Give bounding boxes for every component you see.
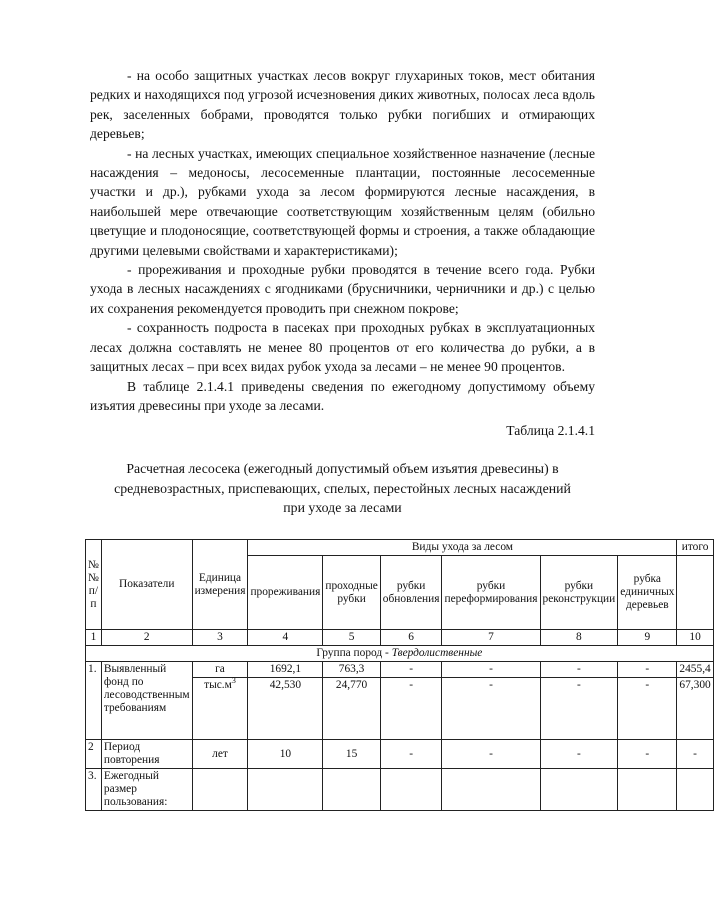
col-number: 7 xyxy=(442,630,540,646)
forest-care-table xyxy=(85,539,714,811)
col-number: 9 xyxy=(618,630,677,646)
row2-unit: лет xyxy=(192,740,248,769)
row2-cell: - xyxy=(380,740,442,769)
header-row-1 xyxy=(86,540,714,556)
header-indicator: Показатели xyxy=(101,540,192,630)
table-caption: Расчетная лесосека (ежегодный допустимый объем изъятия древесины) в средневозрастных, приспевающих, спелых, перестойных лесных насаждений при уходе за лесами xyxy=(114,461,571,516)
group-row xyxy=(86,646,714,662)
row1-unit-b xyxy=(192,678,248,740)
paragraph-1: - на особо защитных участках лесов вокруг глухариных токов, мест обитания редких и находящихся под угрозой исчезновения диких животных, полосах леса вдоль рек, заселенных бобрами, проводятся только рубки погибших и отмирающих деревьев; xyxy=(90,68,595,142)
header-num: № № п/п xyxy=(86,540,102,630)
row1-cell: 24,770 xyxy=(323,678,380,740)
col-number: 10 xyxy=(677,630,713,646)
row2-name: Период повторения xyxy=(101,740,192,769)
header-col-renewal-cuttings: рубки обновления xyxy=(380,556,442,630)
header-total-empty xyxy=(677,556,713,630)
col-number: 5 xyxy=(323,630,380,646)
row2-cell: - xyxy=(677,740,713,769)
species-group xyxy=(86,646,714,662)
table-row xyxy=(86,740,714,769)
row1-total: 2455,4 xyxy=(677,662,713,678)
row1-cell: - xyxy=(540,678,618,740)
col-number: 8 xyxy=(540,630,618,646)
row1-cell: 1692,1 xyxy=(248,662,323,678)
row1-unit-b-sup: 3 xyxy=(231,676,236,686)
col-number: 4 xyxy=(248,630,323,646)
row1-cell: - xyxy=(618,678,677,740)
table-row xyxy=(86,662,714,678)
row3-cell xyxy=(618,769,677,811)
table-row xyxy=(86,769,714,811)
col-number: 3 xyxy=(192,630,248,646)
row1-cell: - xyxy=(540,662,618,678)
header-col-passage-cuttings: проходные рубки xyxy=(323,556,380,630)
paragraph-4: - сохранность подроста в пасеках при проходных рубках в эксплуатационных лесах должна составлять не менее 80 процентов от его количества до рубки, а в защитных лесах – при всех видах рубок ухода за лесами – не менее 90 процентов. xyxy=(90,320,595,375)
header-col-single-tree-cutting: рубка единичных деревьев xyxy=(618,556,677,630)
row1-cell: - xyxy=(380,662,442,678)
row2-cell: - xyxy=(618,740,677,769)
row1-unit-a: га xyxy=(192,662,248,678)
row2-cell: - xyxy=(540,740,618,769)
row2-cell: 15 xyxy=(323,740,380,769)
row1-cell: - xyxy=(380,678,442,740)
species-group-prefix: Группа пород - xyxy=(316,647,392,659)
row3-cell xyxy=(323,769,380,811)
header-care-types: Виды ухода за лесом xyxy=(248,540,677,556)
row3-cell xyxy=(192,769,248,811)
table-reference: Таблица 2.1.4.1 xyxy=(506,423,595,439)
paragraph-2: - на лесных участках, имеющих специальное хозяйственное назначение (лесные насаждения – медоносы, лесосеменные плантации, постоянные лесосеменные участки и др.), рубками ухода за лесом формируются лесные насаждения, в наибольшей мере отвечающие соответствующим хозяйственным целям (обильно цветущие и плодоносящие, соответствующей формы и строения, а также обладающие другими целевыми свойствами и характеристиками); xyxy=(90,145,595,258)
row2-num: 2 xyxy=(86,740,102,769)
row1-cell: 42,530 xyxy=(248,678,323,740)
header-unit: Единица измерения xyxy=(192,540,248,630)
row3-cell xyxy=(540,769,618,811)
row2-cell: - xyxy=(442,740,540,769)
header-col-reformation-cuttings: рубки переформирования xyxy=(442,556,540,630)
row3-name: Ежегодный размер пользования: xyxy=(101,769,192,811)
document-page xyxy=(90,66,595,518)
row2-cell: 10 xyxy=(248,740,323,769)
row3-cell xyxy=(248,769,323,811)
row1-cell: - xyxy=(618,662,677,678)
col-number: 2 xyxy=(101,630,192,646)
row1-name: Выявленный фонд по лесоводственным требованиям xyxy=(101,662,192,740)
paragraph-5: В таблице 2.1.4.1 приведены сведения по ежегодному допустимому объему изъятия древесины при уходе за лесами. xyxy=(90,378,595,413)
paragraph-3: - прореживания и проходные рубки проводятся в течение всего года. Рубки ухода в лесных насаждениях с ягодниками (брусничники, черничники и др.) с целью их сохранения рекомендуется проводить при снежном покрове; xyxy=(90,262,595,316)
col-number: 6 xyxy=(380,630,442,646)
header-col-reconstruction-cuttings: рубки реконструкции xyxy=(540,556,618,630)
col-number: 1 xyxy=(86,630,102,646)
header-col-thinning: прореживания xyxy=(248,556,323,630)
row3-num: 3. xyxy=(86,769,102,811)
row3-cell xyxy=(677,769,713,811)
row1-num: 1. xyxy=(86,662,102,740)
row1-cell: - xyxy=(442,678,540,740)
row1-total: 67,300 xyxy=(677,678,713,740)
row3-cell xyxy=(442,769,540,811)
row1-unit-b-text: тыс.м xyxy=(204,679,232,691)
column-numbers-row xyxy=(86,630,714,646)
row1-cell: 763,3 xyxy=(323,662,380,678)
row3-cell xyxy=(380,769,442,811)
header-total: итого xyxy=(677,540,713,556)
species-group-name: Твердолиственные xyxy=(391,647,483,659)
row1-cell: - xyxy=(442,662,540,678)
